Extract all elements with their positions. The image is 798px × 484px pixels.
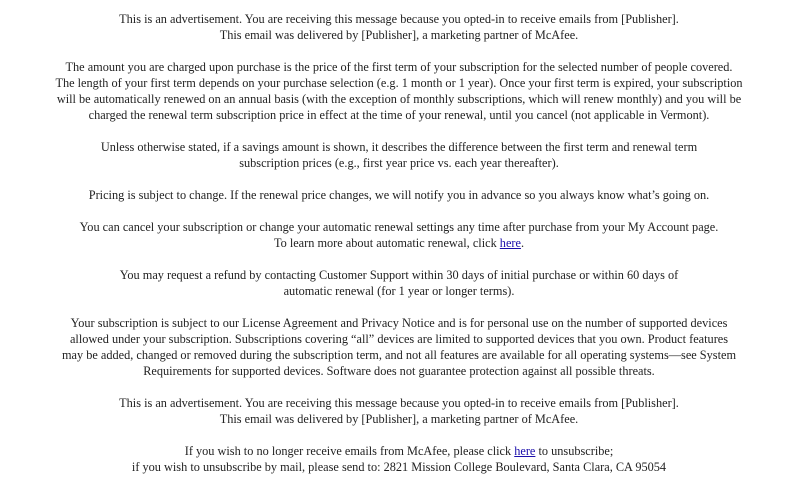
license-line: Requirements for supported devices. Software does not guarantee protection against all possible threats. bbox=[143, 364, 655, 378]
ad-intro-line: This is an advertisement. You are receiving this message because you opted-in to receive emails from [Publisher]. bbox=[119, 12, 679, 26]
price-change-paragraph bbox=[30, 187, 768, 203]
cancel-line bbox=[30, 235, 768, 251]
cancel-paragraph bbox=[30, 219, 768, 251]
pricing-terms-paragraph bbox=[30, 59, 768, 123]
ad-intro-paragraph bbox=[30, 11, 768, 43]
unsubscribe-line-prefix: If you wish to no longer receive emails from McAfee, please click bbox=[184, 444, 515, 458]
license-line: Your subscription is subject to our License Agreement and Privacy Notice and is for personal use on the number of supported devices bbox=[70, 316, 728, 330]
savings-paragraph bbox=[30, 139, 768, 171]
license-line: allowed under your subscription. Subscriptions covering “all” devices are limited to supported devices that you own. Product features bbox=[69, 332, 729, 346]
refund-line: automatic renewal (for 1 year or longer terms). bbox=[283, 284, 515, 298]
pricing-terms-line: will be automatically renewed on an annual basis (with the exception of monthly subscriptions, which will renew monthly) and you will be bbox=[56, 92, 742, 106]
pricing-terms-line: The length of your first term depends on your purchase selection (e.g. 1 month or 1 year). Once your first term is expired, your subscription bbox=[55, 76, 743, 90]
refund-paragraph bbox=[30, 267, 768, 299]
ad-outro-paragraph bbox=[30, 395, 768, 427]
license-line: may be added, changed or removed during the subscription term, and not all features are available for all operating systems—see System bbox=[61, 348, 737, 362]
cancel-line: You can cancel your subscription or change your automatic renewal settings any time after purchase from your My Account page. bbox=[79, 220, 719, 234]
ad-outro-line: This is an advertisement. You are receiving this message because you opted-in to receive emails from [Publisher]. bbox=[119, 396, 679, 410]
savings-line: Unless otherwise stated, if a savings amount is shown, it describes the difference between the first term and renewal term bbox=[100, 140, 698, 154]
refund-line: You may request a refund by contacting Customer Support within 30 days of initial purchase or within 60 days of bbox=[119, 268, 679, 282]
savings-line: subscription prices (e.g., first year price vs. each year thereafter). bbox=[239, 156, 559, 170]
unsubscribe-line-suffix: to unsubscribe; bbox=[535, 444, 614, 458]
unsubscribe-paragraph bbox=[30, 443, 768, 475]
price-change-line: Pricing is subject to change. If the renewal price changes, we will notify you in advance so you always know what’s going on. bbox=[88, 188, 710, 202]
ad-intro-line: This email was delivered by [Publisher], a marketing partner of McAfee. bbox=[219, 28, 579, 42]
auto-renewal-here-link[interactable]: here bbox=[499, 236, 521, 250]
license-paragraph bbox=[30, 315, 768, 379]
cancel-line-suffix: . bbox=[520, 236, 525, 250]
unsubscribe-line bbox=[30, 443, 768, 459]
pricing-terms-line: The amount you are charged upon purchase is the price of the first term of your subscription for the selected number of people covered. bbox=[65, 60, 733, 74]
ad-outro-line: This email was delivered by [Publisher], a marketing partner of McAfee. bbox=[219, 412, 579, 426]
pricing-terms-line: charged the renewal term subscription price in effect at the time of your renewal, until you cancel (not applicable in Vermont). bbox=[88, 108, 710, 122]
unsubscribe-mail-line: if you wish to unsubscribe by mail, please send to: 2821 Mission College Boulevard, Santa Clara, CA 95054 bbox=[131, 460, 667, 474]
cancel-line-prefix: To learn more about automatic renewal, click bbox=[273, 236, 500, 250]
unsubscribe-here-link[interactable]: here bbox=[514, 444, 536, 458]
